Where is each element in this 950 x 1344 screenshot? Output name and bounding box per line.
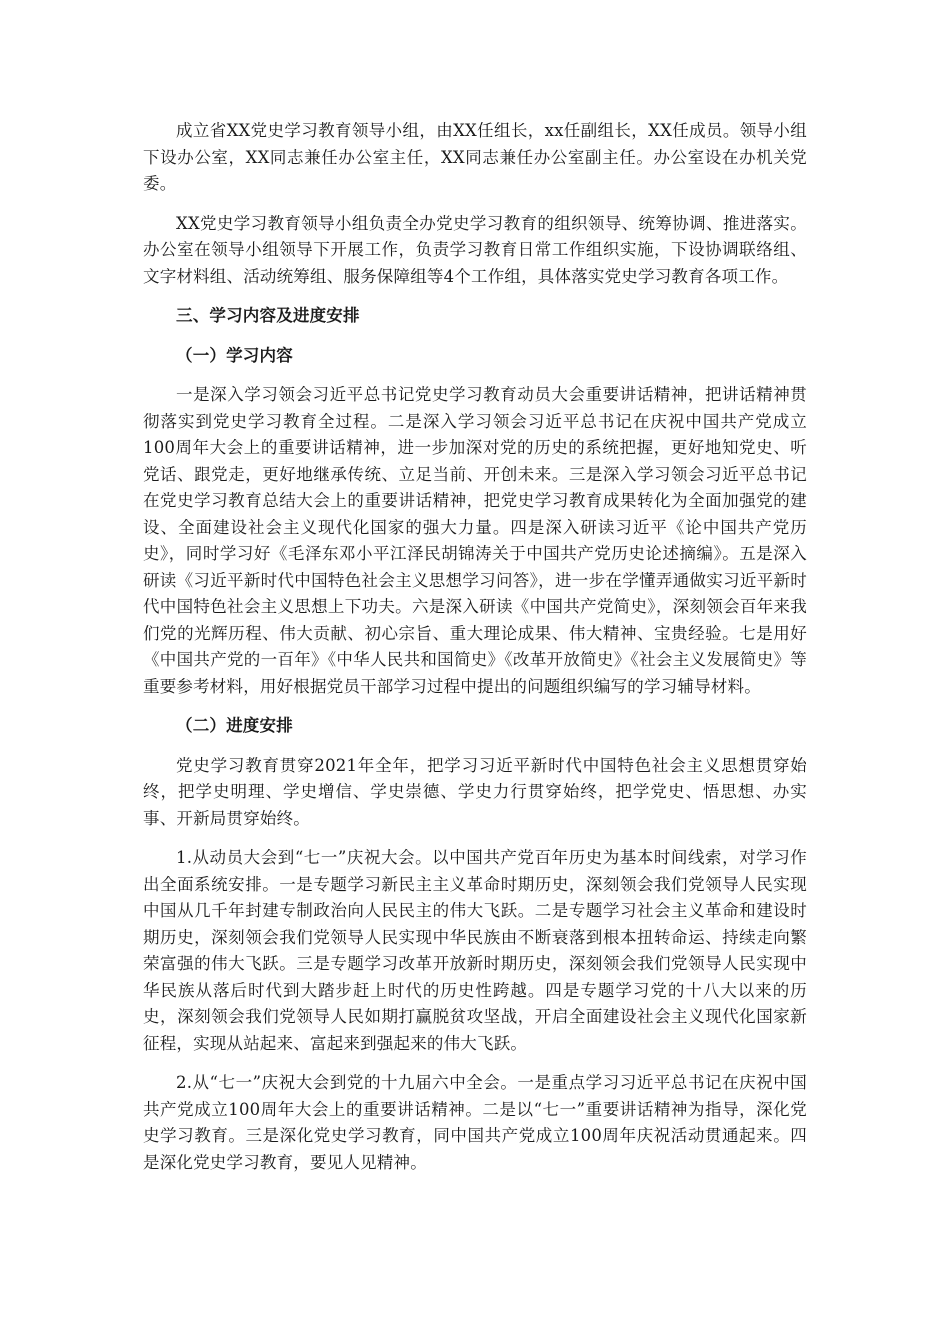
subsection-heading-content: （一）学习内容	[176, 345, 293, 365]
subsection-heading-schedule: （二）进度安排	[176, 716, 293, 735]
paragraph-schedule-phase-1: 1.从动员大会到“七一”庆祝大会。以中国共产党百年历史为基本时间线索，对学习作出全面系统安排。一是专题学习新民主主义革命时期历史，深刻领会我们党领导人民实现中国从几千年封建专制政治向人民民主的伟大飞跃。二是专题学习社会主义革命和建设时期历史，深刻领会我们党领导人民实现中华民族由不断衰落到根本扭转命运、持续走向繁荣富强的伟大飞跃。三是专题学习改革开放新时期历史，深刻领会我们党领导人民实现中华民族从落后时代到大踏步赶上时代的历史性跨越。四是专题学习党的十八大以来的历史，深刻领会我们党领导人民如期打赢脱贫攻坚战，开启全面建设社会主义现代化国家新征程，实现从站起来、富起来到强起来的伟大飞跃。	[143, 848, 807, 1053]
paragraph-study-content: 一是深入学习领会习近平总书记党史学习教育动员大会重要讲话精神，把讲话精神贯彻落实到党史学习教育全过程。二是深入学习领会习近平总书记在庆祝中国共产党成立100周年大会上的重要讲话精神，进一步加深对党的历史的系统把握，更好地知党史、听党话、跟党走，更好地继承传统、立足当前、开创未来。三是深入学习领会习近平总书记在党史学习教育总结大会上的重要讲话精神，把党史学习教育成果转化为全面加强党的建设、全面建设社会主义现代化国家的强大力量。四是深入研读习近平《论中国共产党历史》，同时学习好《毛泽东邓小平江泽民胡锦涛关于中国共产党历史论述摘编》。五是深入研读《习近平新时代中国特色社会主义思想学习问答》，进一步在学懂弄通做实习近平新时代中国特色社会主义思想上下功夫。六是深入研读《中国共产党简史》，深刻领会百年来我们党的光辉历程、伟大贡献、初心宗旨、重大理论成果、伟大精神、宝贵经验。七是用好《中国共产党的一百年》《中华人民共和国简史》《改革开放简史》《社会主义发展简史》等重要参考材料，用好根据党员干部学习过程中提出的问题组织编写的学习辅导材料。	[143, 385, 807, 696]
paragraph-schedule-phase-2: 2.从“七一”庆祝大会到党的十九届六中全会。一是重点学习习近平总书记在庆祝中国共产党成立100周年大会上的重要讲话精神。二是以“七一”重要讲话精神为指导，深化党史学习教育。三是深化党史学习教育，同中国共产党成立100周年庆祝活动贯通起来。四是深化党史学习教育，要见人见精神。	[143, 1073, 807, 1172]
paragraph-group-responsibilities: XX党史学习教育领导小组负责全办党史学习教育的组织领导、统筹协调、推进落实。办公室在领导小组领导下开展工作，负责学习教育日常工作组织实施，下设协调联络组、文字材料组、活动统筹组、服务保障组等4个工作组，具体落实党史学习教育各项工作。	[143, 213, 807, 286]
section-heading-3: 三、学习内容及进度安排	[176, 306, 360, 325]
document-page	[143, 118, 807, 1189]
paragraph-schedule-intro: 党史学习教育贯穿2021年全年，把学习习近平新时代中国特色社会主义思想贯穿始终，把学史明理、学史增信、学史崇德、学史力行贯穿始终，把学党史、悟思想、办实事、开新局贯穿始终。	[143, 755, 807, 828]
paragraph-leadership-group: 成立省XX党史学习教育领导小组，由XX任组长，xx任副组长，XX任成员。领导小组下设办公室，XX同志兼任办公室主任，XX同志兼任办公室副主任。办公室设在办机关党委。	[143, 121, 807, 193]
